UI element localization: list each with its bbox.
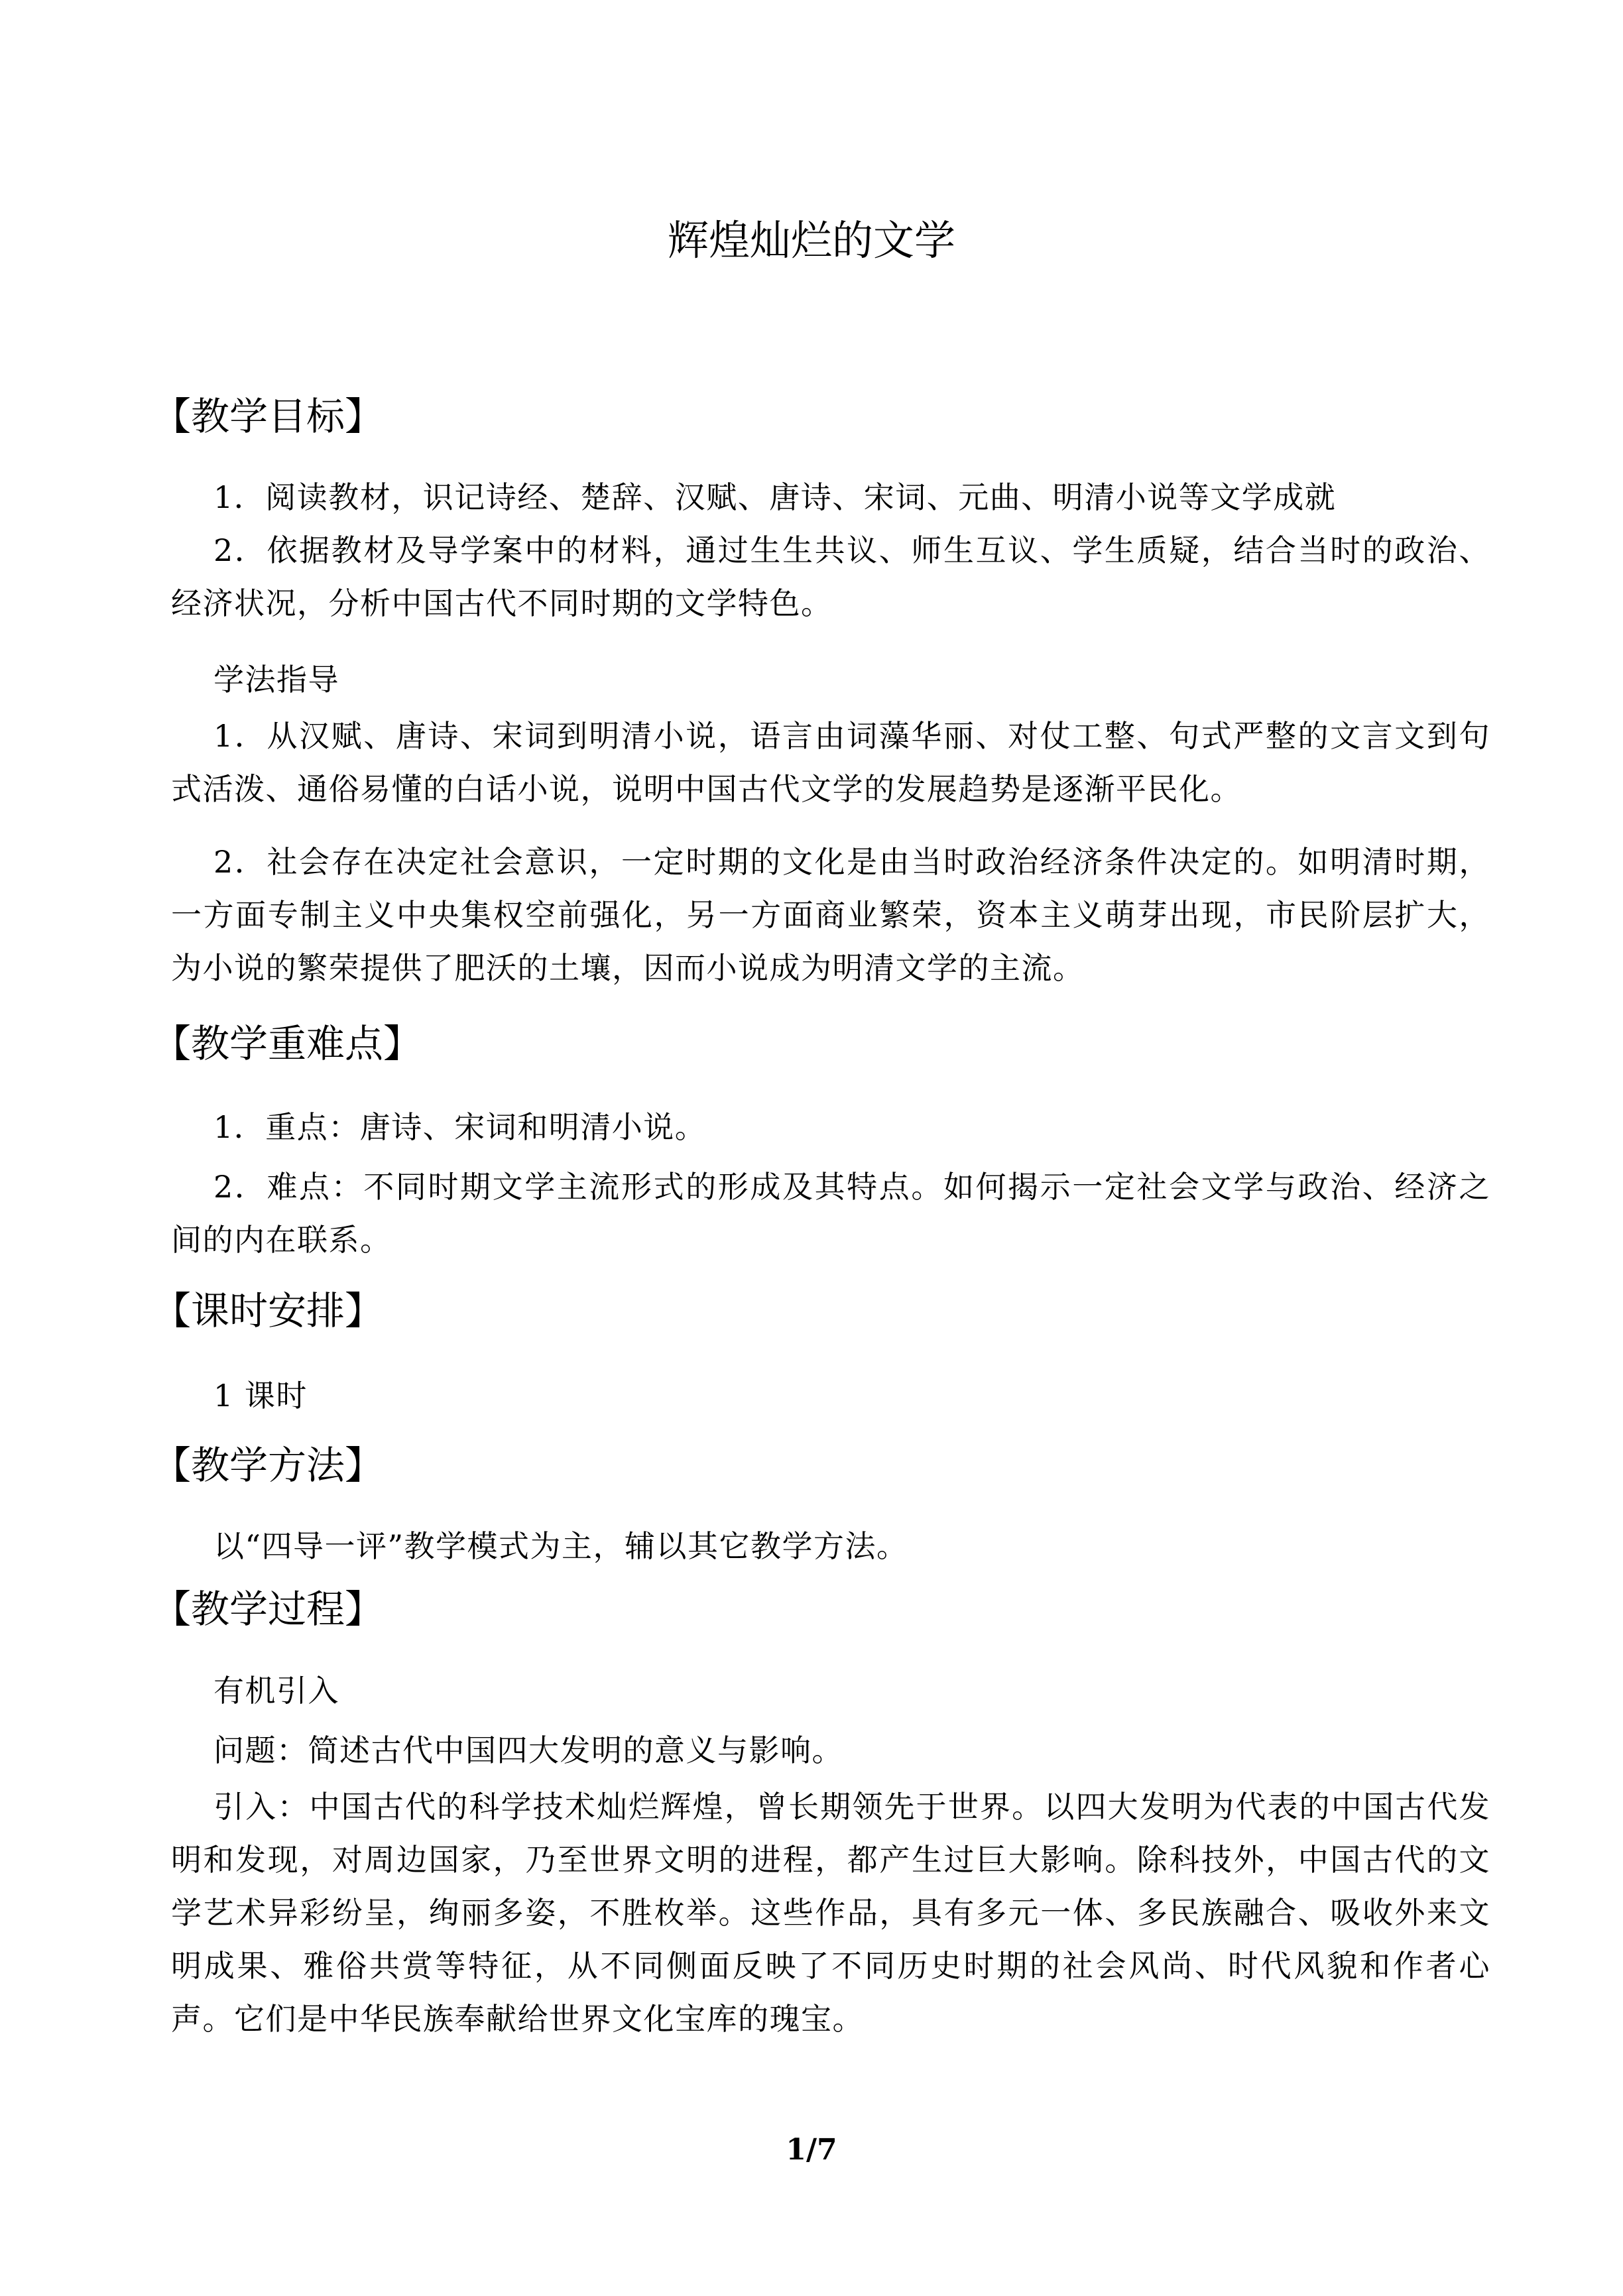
process-question: 问题：简述古代中国四大发明的意义与影响。 <box>213 1732 843 1768</box>
methods-text: 以“四导一评”教学模式为主，辅以其它教学方法。 <box>213 1528 908 1564</box>
key-point-difficulty: 2．难点：不同时期文学主流形式的形成及其特点。如何揭示一定社会文学与政治、经济之间的内在联系。 <box>171 1169 1490 1258</box>
objectives-item-1: 1．阅读教材，识记诗经、楚辞、汉赋、唐诗、宋词、元曲、明清小说等文学成就 <box>213 479 1337 515</box>
heading-process: 【教学过程】 <box>152 1587 384 1632</box>
study-guide-item-1: 1．从汉赋、唐诗、宋词到明清小说，语言由词藻华丽、对仗工整、句式严整的文言文到句式活泼、通俗易懂的白话小说，说明中国古代文学的发展趋势是逐渐平民化。 <box>171 718 1490 807</box>
schedule-text: 1 课时 <box>213 1378 308 1414</box>
heading-objectives: 【教学目标】 <box>152 394 384 439</box>
page-number: 1/7 <box>786 2133 837 2167</box>
key-point-focus: 1．重点：唐诗、宋词和明清小说。 <box>213 1109 707 1145</box>
process-intro-label: 有机引入 <box>213 1673 339 1709</box>
heading-schedule: 【课时安排】 <box>152 1288 384 1333</box>
process-introduction: 引入：中国古代的科学技术灿烂辉煌，曾长期领先于世界。以四大发明为代表的中国古代发明和发现，对周边国家，乃至世界文明的进程，都产生过巨大影响。除科技外，中国古代的文学艺术异彩纷呈，绚丽多姿，不胜枚举。这些作品，具有多元一体、多民族融合、吸收外来文明成果、雅俗共赏等特征，从不同侧面反映了不同历史时期的社会风尚、时代风貌和作者心声。它们是中华民族奉献给世界文化宝库的瑰宝。 <box>171 1789 1490 2037</box>
study-guide-item-2: 2．社会存在决定社会意识，一定时期的文化是由当时政治经济条件决定的。如明清时期，一方面专制主义中央集权空前强化，另一方面商业繁荣，资本主义萌芽出现，市民阶层扩大，为小说的繁荣提供了肥沃的土壤，因而小说成为明清文学的主流。 <box>171 844 1490 986</box>
document-title: 辉煌灿烂的文学 <box>667 216 955 265</box>
heading-key-points: 【教学重难点】 <box>152 1021 422 1066</box>
study-guide-label: 学法指导 <box>213 662 339 697</box>
objectives-item-2: 2．依据教材及导学案中的材料，通过生生共议、师生互议、学生质疑，结合当时的政治、经济状况，分析中国古代不同时期的文学特色。 <box>171 532 1490 621</box>
heading-methods: 【教学方法】 <box>152 1443 384 1488</box>
